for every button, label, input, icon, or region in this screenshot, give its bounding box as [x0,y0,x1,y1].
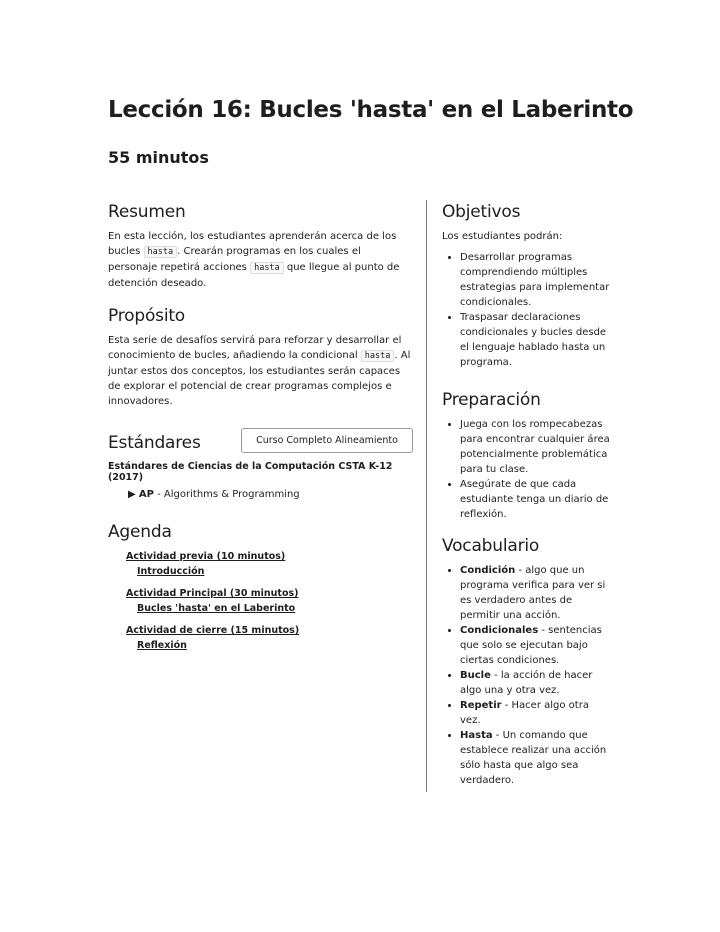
vocabulary-section [442,536,612,788]
text: En esta lección, los estudiantes aprenderán acerca de los bucles [108,231,397,257]
purpose-heading: Propósito [108,306,186,326]
code-hasta: hasta [250,262,284,274]
vocab-term: Condición [460,565,516,576]
triangle-right-icon: ▶ [128,489,139,500]
vocab-item [460,728,612,788]
list-item: • Traspasar declaraciones condicionales y bucles desde el lenguaje hablado hasta un programa. [460,310,612,370]
vocab-item [460,668,612,698]
text: Esta serie de desafíos servirá para reforzar y desarrollar el conocimiento de bucles, añadiendo la condicional [108,335,402,361]
vocab-item [460,563,612,623]
code-hasta: hasta [361,350,395,362]
vocab-term: Condicionales [460,625,539,636]
vocab-def: - sentencias que solo se ejecutan bajo ciertas condiciones. [460,625,602,666]
vocab-def: - Hacer algo otra vez. [460,700,589,726]
vocabulary-heading: Vocabulario [442,536,540,556]
column-divider [426,200,427,792]
preparation-section [442,390,612,522]
vocab-term: Repetir [460,700,502,711]
objectives-intro: Los estudiantes podrán: [442,231,563,242]
agenda-heading: Agenda [108,522,172,542]
vocab-def: - Un comando que establece realizar una acción sólo hasta que algo sea verdadero. [460,730,607,786]
objectives-section [442,202,612,370]
standard-desc: - Algorithms & Programming [153,489,300,500]
summary-text [108,229,413,291]
standard-code: AP [138,489,154,500]
vocab-term: Hasta [460,730,493,741]
agenda-link[interactable]: Actividad Principal (30 minutos) [126,588,299,599]
text: que llegue al punto de detención deseado. [108,262,400,289]
page-title: Lección 16: Bucles 'hasta' en el Laberinto [108,97,634,123]
left-column [108,202,413,668]
standards-section [108,427,413,500]
summary-section [108,202,413,291]
summary-heading: Resumen [108,202,186,222]
code-hasta: hasta [144,246,178,258]
agenda-link[interactable]: Actividad de cierre (15 minutos) [126,625,300,636]
vocab-item [460,623,612,668]
standards-framework: Estándares de Ciencias de la Computación CSTA K-12 (2017) [108,461,393,483]
list-item: • Asegúrate de que cada estudiante tenga un diario de reflexión. [460,477,612,522]
vocab-term: Bucle [460,670,491,681]
agenda-section [108,522,413,653]
list-item: • Juega con los rompecabezas para encontrar cualquier área potencialmente problemática para tu clase. [460,417,612,477]
full-course-alignment-button[interactable]: Curso Completo Alineamiento [241,428,413,453]
vocab-item [460,698,612,728]
standards-heading: Estándares [108,433,201,453]
agenda-sublink[interactable]: Reflexión [137,640,187,651]
objectives-heading: Objetivos [442,202,521,222]
purpose-text [108,333,413,409]
agenda-sublink[interactable]: Bucles 'hasta' en el Laberinto [137,603,296,614]
purpose-section [108,306,413,409]
text: . Crearán programas en los cuales el personaje repetirá acciones [108,246,361,273]
list-item: • Desarrollar programas comprendiendo múltiples estrategias para implementar condicionales. [460,250,612,310]
standard-item[interactable] [128,489,413,500]
right-column [442,202,612,802]
vocab-def: - la acción de hacer algo una y otra vez. [460,670,593,696]
preparation-heading: Preparación [442,390,541,410]
vocab-def: - algo que un programa verifica para ver si es verdadero antes de permitir una acción. [460,565,606,621]
agenda-link[interactable]: Actividad previa (10 minutos) [126,551,286,562]
text: . Al juntar estos dos conceptos, los estudiantes serán capaces de explorar el potencial de crear programas complejos e innovadores. [108,350,411,407]
lesson-duration: 55 minutos [108,148,209,167]
agenda-sublink[interactable]: Introducción [137,566,205,577]
